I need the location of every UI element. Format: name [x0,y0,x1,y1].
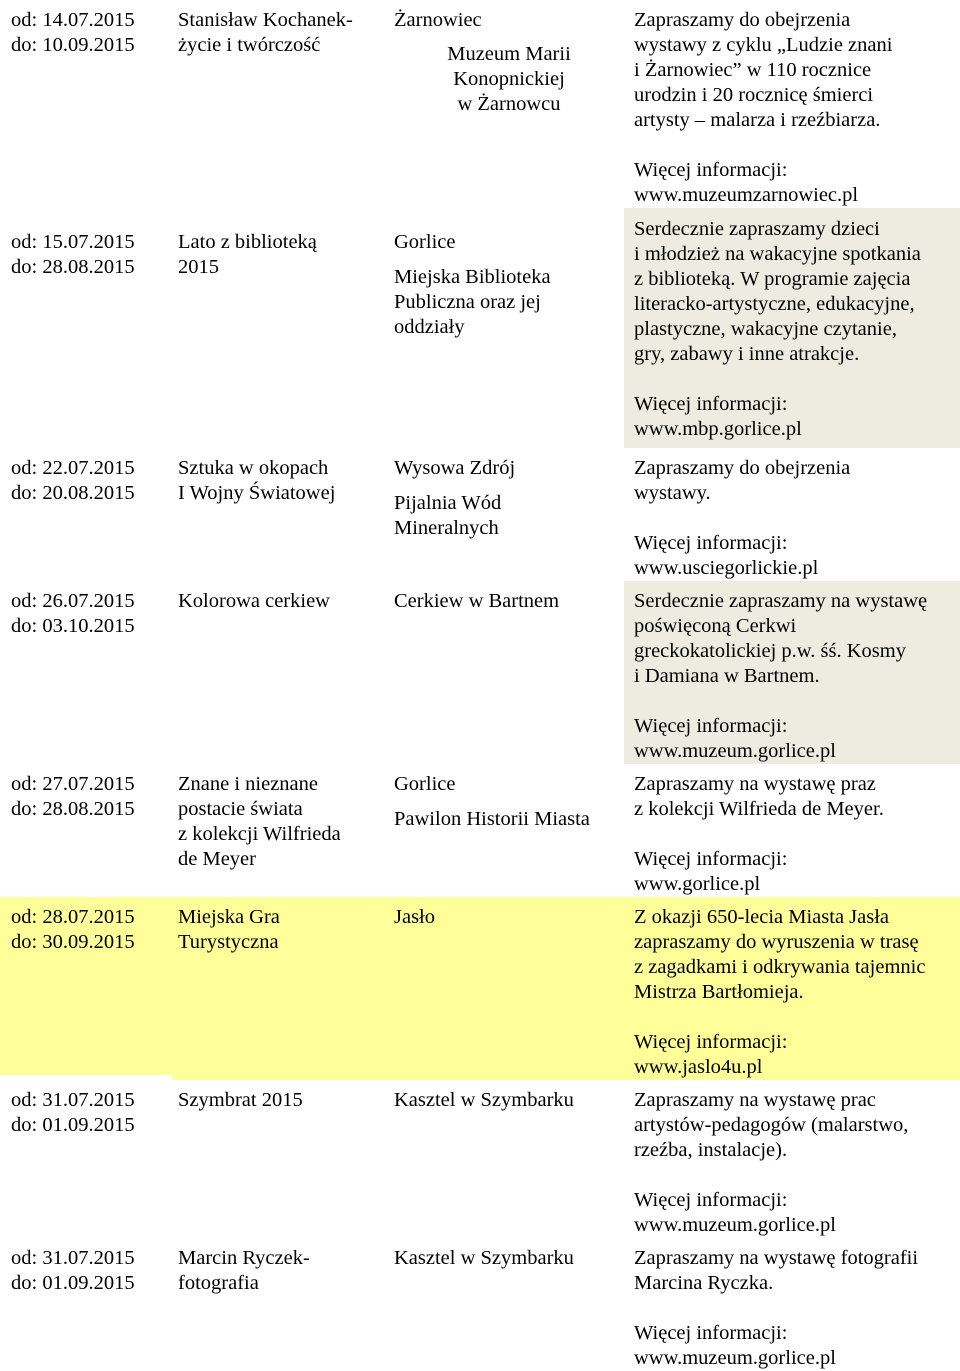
date-to: do: 28.08.2015 [11,798,135,820]
date-cell [0,208,172,448]
description-cell [624,448,960,581]
date-to: do: 28.08.2015 [11,256,135,278]
title-cell [172,448,388,581]
description-line: i Żarnowiec” w 110 rocznice [634,59,872,81]
place-cell [388,1238,624,1371]
description-line: artystów-pedagogów (malarstwo, [634,1114,909,1136]
description-line: z kolekcji Wilfrieda de Meyer. [634,798,884,820]
place-name: Gorlice [394,773,456,795]
place-cell [388,581,624,764]
place-name: Cerkiew w Bartnem [394,590,560,612]
description-line: poświęconą Cerkwi [634,615,797,637]
event-title: I Wojny Światowej [178,482,336,504]
description-line: i Damiana w Bartnem. [634,665,820,687]
date-to: do: 01.09.2015 [11,1114,135,1136]
description-line: Zapraszamy do obejrzenia [634,457,851,479]
description-line: artysty – malarza i rzeźbiarza. [634,109,881,131]
description-line: literacko-artystyczne, edukacyjne, [634,293,915,315]
more-info-label: Więcej informacji: [634,532,788,554]
title-cell [172,0,388,208]
venue-line: Konopnickiej [453,68,565,90]
more-info-link[interactable]: www.muzeum.gorlice.pl [634,1214,836,1236]
place-cell [388,0,624,208]
date-to: do: 03.10.2015 [11,615,135,637]
description-line: Z okazji 650-lecia Miasta Jasła [634,906,890,928]
description-line: zapraszamy do wyruszenia w trasę [634,931,919,953]
title-cell [172,581,388,764]
more-info-link[interactable]: www.gorlice.pl [634,873,761,895]
description-line: Zapraszamy na wystawę fotografii [634,1247,919,1269]
more-info-link[interactable]: www.jaslo4u.pl [634,1056,763,1078]
date-to: do: 01.09.2015 [11,1272,135,1294]
description-cell [624,208,960,448]
date-from: od: 14.07.2015 [11,9,135,31]
venue-line: Pijalnia Wód [394,492,502,514]
description-line: Marcina Ryczka. [634,1272,774,1294]
description-line: Serdecznie zapraszamy dzieci [634,218,880,240]
date-cell [0,1238,172,1368]
place-name: Kasztel w Szymbarku [394,1089,574,1111]
title-cell [172,764,388,897]
venue-line: oddziały [394,316,465,338]
place-name: Kasztel w Szymbarku [394,1247,574,1269]
venue-line: Miejska Biblioteka [394,266,551,288]
date-from: od: 15.07.2015 [11,231,135,253]
more-info-link[interactable]: www.muzeumzarnowiec.pl [634,184,859,206]
date-from: od: 31.07.2015 [11,1089,135,1111]
description-line: z biblioteką. W programie zajęcia [634,268,911,290]
venue-line: w Żarnowcu [457,93,561,115]
description-line: Serdecznie zapraszamy na wystawę [634,590,928,612]
venue-line: Muzeum Marii [447,43,571,65]
description-cell [624,581,960,764]
description-line: i młodzież na wakacyjne spotkania [634,243,921,265]
more-info-link[interactable]: www.mbp.gorlice.pl [634,418,802,440]
event-title: Szymbrat 2015 [178,1089,303,1111]
description-cell [624,764,960,897]
date-cell [0,764,172,890]
more-info-link[interactable]: www.usciegorlickie.pl [634,557,819,579]
date-from: od: 27.07.2015 [11,773,135,795]
event-title: Marcin Ryczek- [178,1247,310,1269]
venue-line: Publiczna oraz jej [394,291,541,313]
description-line: plastyczne, wakacyjne czytanie, [634,318,897,340]
place-cell [388,764,624,897]
event-title: z kolekcji Wilfrieda [178,823,341,845]
more-info-label: Więcej informacji: [634,159,788,181]
place-cell [388,897,624,1080]
description-line: greckokatolickiej p.w. śś. Kosmy [634,640,906,662]
event-title: postacie świata [178,798,303,820]
event-title: Lato z biblioteką [178,231,317,253]
venue-line: Pawilon Historii Miasta [394,808,590,830]
description-line: wystawy z cyklu „Ludzie znani [634,34,893,56]
title-cell [172,1080,388,1238]
description-cell [624,897,960,1080]
place-name: Gorlice [394,231,456,253]
date-from: od: 26.07.2015 [11,590,135,612]
description-line: rzeźba, instalacje). [634,1139,788,1161]
more-info-label: Więcej informacji: [634,1031,788,1053]
more-info-label: Więcej informacji: [634,393,788,415]
description-line: Zapraszamy do obejrzenia [634,9,851,31]
more-info-label: Więcej informacji: [634,1322,788,1344]
date-cell [0,448,172,574]
event-title: Stanisław Kochanek- [178,9,353,31]
title-cell [172,208,388,448]
date-from: od: 31.07.2015 [11,1247,135,1269]
place-name: Wysowa Zdrój [394,457,516,479]
title-cell [172,1238,388,1371]
description-line: Mistrza Bartłomieja. [634,981,804,1003]
title-cell [172,897,388,1080]
event-title: Sztuka w okopach [178,457,329,479]
date-cell [0,0,172,186]
event-title: życie i twórczość [178,34,321,56]
description-line: z zagadkami i odkrywania tajemnic [634,956,926,978]
date-to: do: 10.09.2015 [11,34,135,56]
event-title: 2015 [178,256,219,278]
date-cell [0,897,172,1075]
description-line: Zapraszamy na wystawę praz [634,773,876,795]
place-cell [388,208,624,448]
description-cell [624,0,960,208]
event-title: Kolorowa cerkiew [178,590,330,612]
more-info-link[interactable]: www.muzeum.gorlice.pl [634,1347,836,1369]
event-title: de Meyer [178,848,256,870]
event-title: fotografia [178,1272,259,1294]
date-cell [0,581,172,759]
description-line: Zapraszamy na wystawę prac [634,1089,876,1111]
date-to: do: 30.09.2015 [11,931,135,953]
event-title: Miejska Gra [178,906,280,928]
more-info-label: Więcej informacji: [634,848,788,870]
date-to: do: 20.08.2015 [11,482,135,504]
date-from: od: 28.07.2015 [11,906,135,928]
description-cell [624,1238,960,1371]
description-line: wystawy. [634,482,711,504]
event-title: Turystyczna [178,931,279,953]
place-cell [388,1080,624,1238]
venue-line: Mineralnych [394,517,499,539]
description-line: urodzin i 20 rocznicę śmierci [634,84,874,106]
place-name: Jasło [394,906,435,928]
place-cell [388,448,624,581]
more-info-label: Więcej informacji: [634,1189,788,1211]
description-cell [624,1080,960,1238]
description-line: gry, zabawy i inne atrakcje. [634,343,860,365]
date-from: od: 22.07.2015 [11,457,135,479]
event-title: Znane i nieznane [178,773,319,795]
date-cell [0,1080,172,1232]
place-name: Żarnowiec [394,9,482,31]
more-info-link[interactable]: www.muzeum.gorlice.pl [634,740,836,762]
more-info-label: Więcej informacji: [634,715,788,737]
